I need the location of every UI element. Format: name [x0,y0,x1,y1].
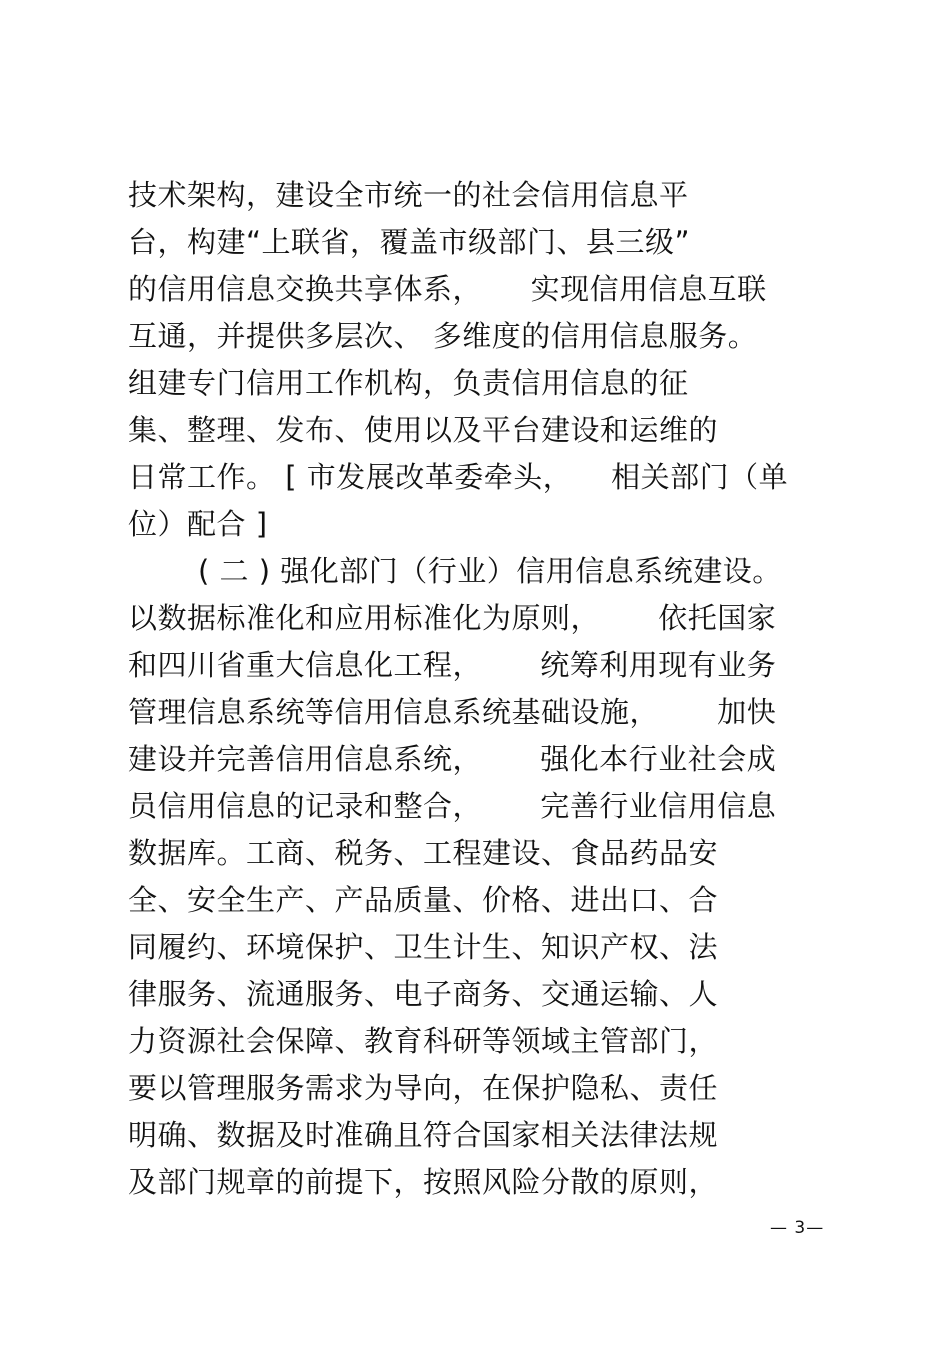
text-line: 的信用信息交换共享体系， 实现信用信息互联 [128,272,767,306]
text-line: 建设并完善信用信息系统， 强化本行业社会成 [128,742,777,776]
text-line: 集、整理、发布、使用以及平台建设和运维的 [128,413,719,447]
text-line: 台，构建“上联省，覆盖市级部门、县三级” [128,225,691,259]
section-heading-line: ( 二 ) 强化部门（行业）信用信息系统建设。 [198,554,782,588]
text-line: 数据库。工商、税务、工程建设、食品药品安 [128,836,719,870]
page-number: — 3— [770,1218,825,1238]
text-line: 及部门规章的前提下，按照风险分散的原则， [128,1165,719,1199]
text-line: 明确、数据及时准确且符合国家相关法律法规 [128,1118,719,1152]
text-line: 管理信息系统等信用信息系统基础设施， 加快 [128,695,777,729]
text-line: 同履约、环境保护、卫生计生、知识产权、法 [128,930,719,964]
text-line: 互通，并提供多层次、 多维度的信用信息服务。 [128,319,758,353]
text-line: 技术架构，建设全市统一的社会信用信息平 [128,178,689,212]
text-line: 位）配合 ] [128,507,268,541]
text-line: 组建专门信用工作机构，负责信用信息的征 [128,366,689,400]
text-line: 要以管理服务需求为导向，在保护隐私、责任 [128,1071,719,1105]
text-line: 全、安全生产、产品质量、价格、进出口、合 [128,883,719,917]
text-line: 和四川省重大信息化工程， 统筹利用现有业务 [128,648,777,682]
text-line: 员信用信息的记录和整合， 完善行业信用信息 [128,789,777,823]
text-line: 律服务、流通服务、电子商务、交通运输、人 [128,977,719,1011]
text-line: 日常工作。 [ 市发展改革委牵头， 相关部门（单 [128,460,789,494]
text-line: 以数据标准化和应用标准化为原则， 依托国家 [128,601,777,635]
body-text [128,172,828,1206]
text-line: 力资源社会保障、教育科研等领域主管部门， [128,1024,719,1058]
